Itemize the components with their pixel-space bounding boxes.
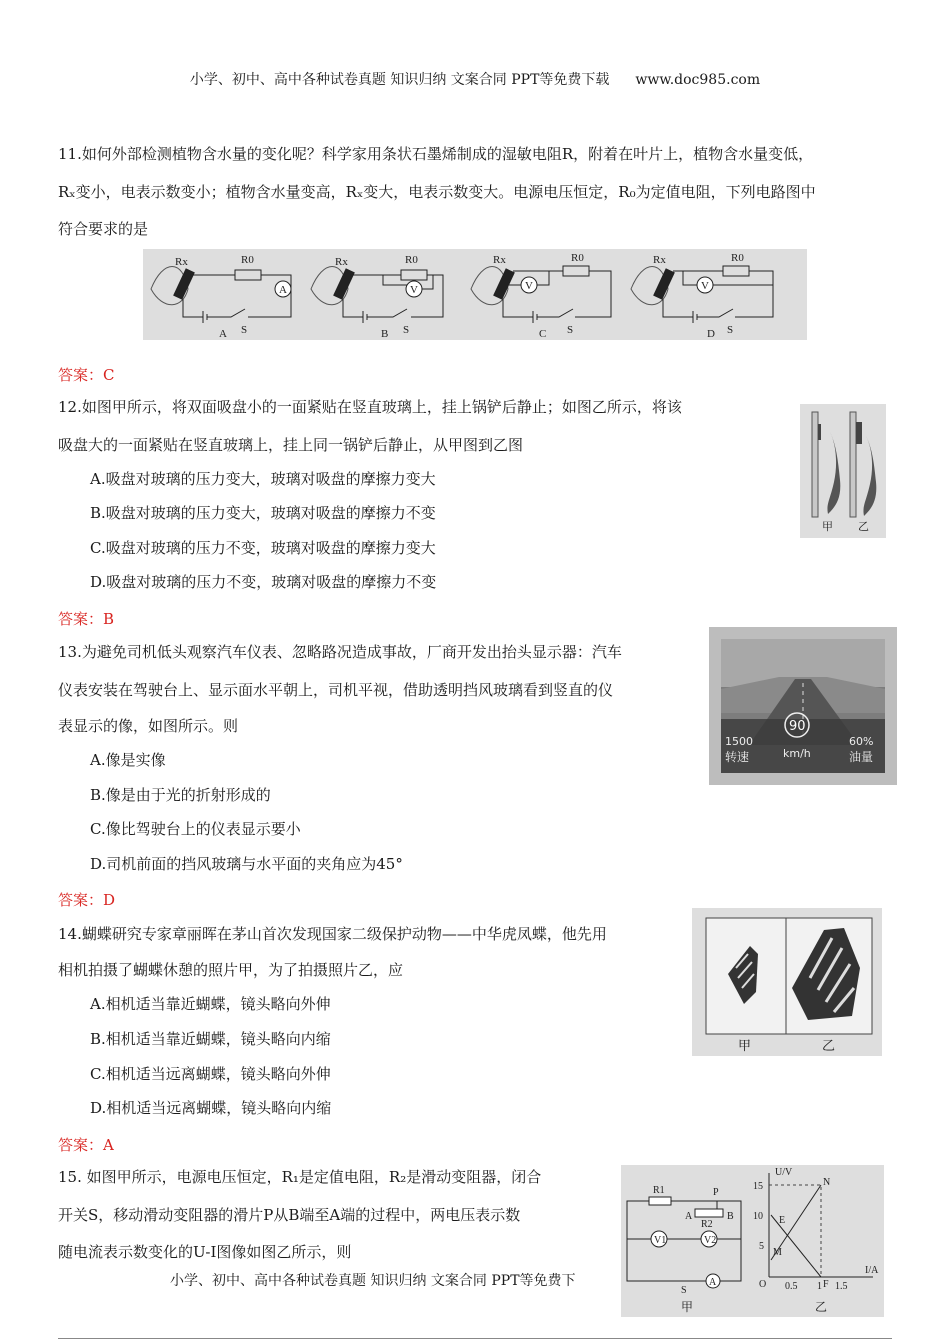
r2-end-b: B: [727, 1211, 734, 1222]
header-url[interactable]: www.doc985.com: [635, 72, 761, 88]
u-axis-label: U/V: [775, 1167, 793, 1178]
svg-text:S: S: [403, 324, 410, 336]
q14-answer: 答案：A: [58, 1136, 114, 1154]
v2-label: V2: [704, 1235, 717, 1246]
bottom-divider: [58, 1338, 892, 1339]
y-tick-5: 5: [759, 1241, 764, 1252]
circuit-d: [631, 252, 773, 340]
q13-hud-figure: [709, 627, 897, 785]
y-tick-15: 15: [753, 1181, 763, 1192]
q12-figure-svg: [800, 404, 886, 538]
q14-line1: 14.蝴蝶研究专家章丽晖在茅山首次发现国家二级保护动物——中华虎凤蝶，他先用: [58, 925, 607, 943]
q15-line2: 开关S，移动滑动变阻器的滑片P从B端至A端的过程中，两电压表示数: [58, 1206, 521, 1224]
r2-label: R2: [701, 1219, 713, 1230]
q12-option-d: D.吸盘对玻璃的压力不变，玻璃对吸盘的摩擦力不变: [90, 573, 437, 591]
option-b-label: B: [381, 328, 389, 340]
hud-speed: 90: [789, 719, 806, 734]
q14-option-a: A.相机适当靠近蝴蝶，镜头略向外伸: [90, 995, 331, 1013]
q15-figure-svg: [621, 1165, 884, 1317]
q15-circuit-graph-figure: [621, 1165, 884, 1317]
q13-line1: 13.为避免司机低头观察汽车仪表、忽略路况造成事故，厂商开发出抬头显示器：汽车: [58, 643, 622, 661]
svg-text:S: S: [567, 324, 574, 336]
fig-jia-label: 甲: [822, 520, 833, 533]
svg-text:Rx: Rx: [335, 256, 348, 268]
page-header: [0, 69, 950, 89]
option-d-label: D: [707, 328, 715, 340]
r2-end-a: A: [685, 1211, 693, 1222]
q12-option-b: B.吸盘对玻璃的压力变大，玻璃对吸盘的摩擦力不变: [90, 504, 436, 522]
option-c-label: C: [539, 328, 547, 340]
q13-option-a: A.像是实像: [90, 751, 166, 769]
q11-answer: 答案：C: [58, 366, 115, 384]
svg-text:V: V: [410, 284, 418, 296]
svg-text:Rx: Rx: [653, 254, 666, 266]
point-m: M: [773, 1247, 782, 1258]
point-f: F: [823, 1279, 829, 1290]
option-a-label: A: [219, 328, 227, 340]
q12-option-a: A.吸盘对玻璃的压力变大，玻璃对吸盘的摩擦力变大: [90, 470, 436, 488]
q12-answer: 答案：B: [58, 610, 115, 628]
q15-ui-graph: [753, 1167, 879, 1314]
q14-option-b: B.相机适当靠近蝴蝶，镜头略向内缩: [90, 1030, 331, 1048]
point-n: N: [823, 1177, 831, 1188]
q15-switch-label: S: [681, 1285, 687, 1296]
q11-line1: 11.如何外部检测植物含水量的变化呢？科学家用条状石墨烯制成的湿敏电阻R，附着在叶片上，植物含水量变低，: [58, 145, 814, 163]
rx-label: Rx: [175, 256, 188, 268]
q13-answer: 答案：D: [58, 891, 116, 909]
q12-line1: 12.如图甲所示，将双面吸盘小的一面紧贴在竖直玻璃上，挂上锅铲后静止；如图乙所示，将该: [58, 398, 682, 416]
q11-line3: 符合要求的是: [58, 220, 149, 238]
svg-text:R0: R0: [571, 252, 584, 264]
i-axis-label: I/A: [865, 1265, 879, 1276]
hud-fuel-label: 油量: [849, 750, 874, 764]
q13-option-d: D.司机前面的挡风玻璃与水平面的夹角应为45°: [90, 855, 403, 873]
x-tick-1: 1: [817, 1281, 822, 1292]
q14-figure-svg: [692, 908, 882, 1056]
r1-label: R1: [653, 1185, 665, 1196]
q14-option-c: C.相机适当远离蝴蝶，镜头略向外伸: [90, 1065, 331, 1083]
q14-option-d: D.相机适当远离蝴蝶，镜头略向内缩: [90, 1099, 332, 1117]
svg-text:S: S: [727, 324, 734, 336]
q13-option-b: B.像是由于光的折射形成的: [90, 786, 271, 804]
q15-line3: 随电流表示数变化的U-I图像如图乙所示，则: [58, 1243, 352, 1261]
svg-text:V: V: [701, 280, 709, 292]
q12-line2: 吸盘大的一面紧贴在竖直玻璃上，挂上同一锅铲后静止，从甲图到乙图: [58, 436, 524, 454]
q11-line2: Rₓ变小，电表示数变小；植物含水量变高，Rₓ变大，电表示数变大。电源电压恒定，R₀为定值电阻，下列电路图中: [58, 183, 816, 201]
y-tick-10: 10: [753, 1211, 763, 1222]
switch-label: S: [241, 324, 248, 336]
q14-butterfly-figure: [692, 908, 882, 1056]
q13-line2: 仪表安装在驾驶台上、显示面水平朝上，司机平视，借助透明挡风玻璃看到竖直的仪: [58, 681, 614, 699]
origin-label: O: [759, 1279, 767, 1290]
hud-rpm: 1500: [725, 735, 753, 748]
header-text: 小学、初中、高中各种试卷真题 知识归纳 文案合同 PPT等免费下载: [189, 72, 610, 88]
hud-unit: km/h: [783, 747, 811, 760]
v1-label: V1: [654, 1235, 667, 1246]
q15-fig-yi: 乙: [815, 1300, 828, 1314]
point-e: E: [779, 1215, 786, 1226]
q12-option-c: C.吸盘对玻璃的压力不变，玻璃对吸盘的摩擦力变大: [90, 539, 436, 557]
q13-line3: 表显示的像，如图所示。则: [58, 717, 239, 735]
q15-circuit: [627, 1185, 741, 1314]
q11-circuit-figure: [143, 249, 807, 340]
q12-suction-cup-figure: [800, 404, 886, 538]
slider-p: P: [713, 1187, 719, 1198]
q15-line1: 15. 如图甲所示，电源电压恒定，R₁是定值电阻，R₂是滑动变阻器，闭合: [58, 1168, 542, 1186]
q15-ammeter-label: A: [709, 1277, 717, 1288]
svg-text:R0: R0: [405, 254, 418, 266]
circuit-a: [151, 254, 291, 340]
svg-text:R0: R0: [731, 252, 744, 264]
fig-yi-label: 乙: [822, 1039, 836, 1054]
ammeter-label: A: [279, 284, 287, 296]
q13-hud-svg: [709, 627, 897, 785]
q14-line2: 相机拍摄了蝴蝶休憩的照片甲，为了拍摄照片乙，应: [58, 961, 404, 979]
circuit-c: [471, 252, 611, 340]
circuit-b: [311, 254, 443, 340]
fig-yi-label: 乙: [858, 520, 869, 533]
svg-text:V: V: [525, 280, 533, 292]
r0-label: R0: [241, 254, 254, 266]
hud-rpm-label: 转速: [725, 750, 750, 764]
x-tick-15: 1.5: [835, 1281, 848, 1292]
x-tick-05: 0.5: [785, 1281, 798, 1292]
svg-text:Rx: Rx: [493, 254, 506, 266]
fig-jia-label: 甲: [738, 1039, 752, 1054]
q11-circuit-svg: [143, 249, 807, 340]
q15-fig-jia: 甲: [681, 1300, 694, 1314]
page-footer: 小学、初中、高中各种试卷真题 知识归纳 文案合同 PPT等免费下: [170, 1273, 576, 1289]
hud-fuel: 60%: [849, 735, 874, 748]
q13-option-c: C.像比驾驶台上的仪表显示要小: [90, 820, 301, 838]
